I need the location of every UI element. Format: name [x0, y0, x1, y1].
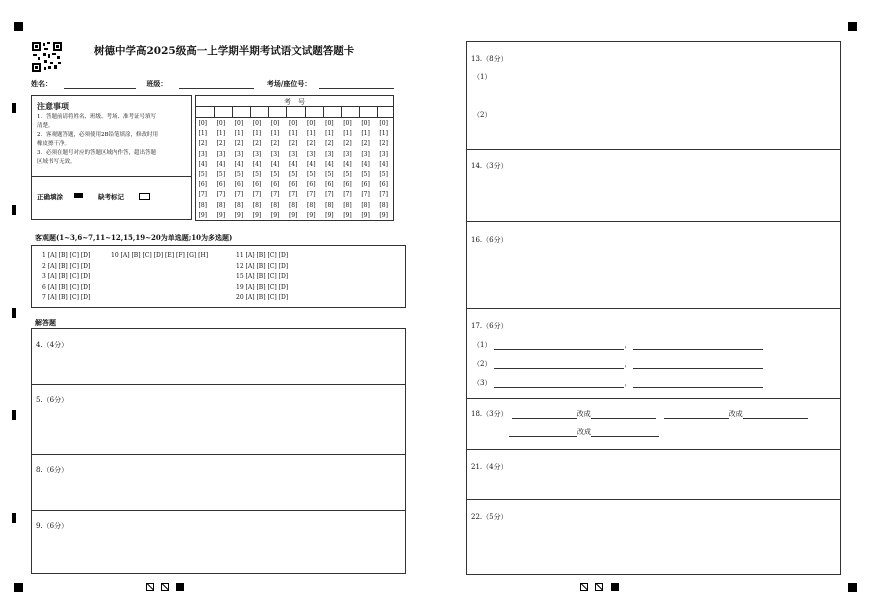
q17-line-3 [473, 378, 763, 388]
blank-field[interactable] [664, 410, 729, 419]
exam-digit-bubble[interactable]: [4] [216, 160, 226, 168]
exam-digit-bubble[interactable]: [1] [198, 130, 207, 138]
absent-mark-checkbox[interactable] [139, 193, 150, 200]
question-label: 9.（6分） [36, 522, 69, 530]
seat-label: 考场/座位号： [266, 79, 312, 88]
exam-digit-bubble[interactable]: [2] [252, 140, 262, 148]
exam-digit-bubble[interactable]: [5] [198, 171, 207, 178]
exam-digit-bubble[interactable]: [0] [216, 120, 226, 127]
exam-digit-bubble[interactable]: [4] [343, 160, 352, 168]
sub-question-label: （2） [473, 360, 492, 368]
notice-box [31, 95, 192, 220]
exam-digit-bubble[interactable]: [0] [270, 120, 280, 127]
objective-column [236, 251, 288, 304]
exam-digit-bubble[interactable]: [9] [325, 211, 334, 219]
question-label: 5.（6分） [36, 396, 69, 404]
exam-digit-bubble[interactable]: [9] [288, 211, 298, 219]
exam-digit-bubble[interactable]: [0] [307, 120, 316, 127]
answer-area-q21[interactable] [466, 449, 841, 500]
exam-digit-bubble[interactable]: [3] [307, 150, 316, 158]
timing-mark [12, 205, 16, 215]
exam-digit-bubble[interactable]: [7] [361, 191, 370, 199]
objective-answer-row[interactable]: 7 [A] [B] [C] [D] [42, 294, 91, 301]
exam-number-digits [196, 120, 395, 220]
exam-digit-bubble[interactable]: [9] [252, 211, 262, 219]
blank-field[interactable] [591, 428, 659, 437]
q17-line-1 [473, 340, 763, 350]
exam-digit-bubble[interactable]: [7] [379, 191, 388, 199]
exam-digit-bubble[interactable]: [7] [325, 191, 334, 199]
exam-digit-bubble[interactable]: [8] [325, 201, 334, 209]
exam-digit-bubble[interactable]: [9] [379, 211, 388, 219]
class-field[interactable] [179, 80, 254, 89]
exam-digit-bubble[interactable]: [6] [325, 181, 334, 189]
objective-column [42, 251, 90, 304]
exam-digit-bubble[interactable]: [7] [252, 191, 262, 199]
blank-field[interactable] [591, 410, 656, 419]
objective-answer-row[interactable]: 1 [A] [B] [C] [D] [42, 252, 91, 259]
exam-digit-bubble[interactable]: [3] [361, 150, 370, 158]
question-label: 21.（4分） [471, 463, 508, 471]
exam-digit-bubble[interactable]: [1] [252, 130, 262, 138]
exam-digit-bubble[interactable]: [6] [198, 181, 207, 189]
blank-field[interactable] [512, 410, 577, 419]
exam-number-column-line [268, 106, 269, 117]
exam-digit-bubble[interactable]: [6] [288, 181, 298, 189]
exam-digit-bubble[interactable]: [2] [288, 140, 298, 148]
name-field[interactable] [64, 80, 136, 89]
answer-area-q14[interactable] [466, 149, 841, 222]
exam-digit-bubble[interactable]: [6] [234, 181, 244, 189]
objective-answer-row[interactable]: 3 [A] [B] [C] [D] [42, 273, 91, 280]
blank-field[interactable] [509, 428, 577, 437]
corner-mark-top-left [14, 22, 23, 31]
blank-field[interactable] [633, 379, 763, 388]
exam-digit-bubble[interactable]: [7] [288, 191, 298, 199]
objective-answer-row[interactable]: 19 [A] [B] [C] [D] [236, 283, 289, 291]
answer-area-q13[interactable] [466, 41, 841, 150]
timing-mark [12, 410, 16, 420]
question-label: 8.（6分） [36, 466, 69, 474]
page-code-box-filled [611, 583, 619, 591]
answer-area-q5[interactable] [31, 384, 406, 455]
exam-digit-bubble[interactable]: [2] [361, 140, 370, 148]
seat-field[interactable] [319, 80, 394, 89]
objective-box [31, 245, 406, 308]
answer-area-q17[interactable] [466, 308, 841, 399]
exam-digit-bubble[interactable]: [9] [343, 211, 352, 219]
exam-digit-bubble[interactable]: [0] [379, 120, 388, 127]
exam-digit-bubble[interactable]: [0] [343, 120, 352, 127]
blank-field[interactable] [494, 341, 624, 350]
exam-digit-bubble[interactable]: [1] [216, 130, 226, 138]
timing-mark [12, 308, 16, 318]
timing-mark [12, 103, 16, 113]
sub-question-label: （2） [473, 111, 492, 119]
exam-digit-bubble[interactable]: [9] [270, 211, 280, 219]
exam-digit-bubble[interactable]: [0] [288, 120, 298, 127]
exam-number-column-line [359, 106, 360, 117]
page-code-box [161, 583, 169, 591]
exam-number-column-line [286, 106, 287, 117]
q17-line-2 [473, 359, 763, 369]
exam-digit-bubble[interactable]: [4] [288, 160, 298, 168]
exam-digit-bubble[interactable]: [7] [343, 191, 352, 199]
question-label: 22.（5分） [471, 513, 508, 521]
exam-digit-bubble[interactable]: [8] [343, 201, 352, 209]
sub-question-label: （1） [473, 73, 492, 81]
exam-digit-bubble[interactable]: [1] [325, 130, 334, 138]
exam-digit-bubble[interactable]: [5] [288, 171, 298, 178]
exam-digit-bubble[interactable]: [7] [270, 191, 280, 199]
question-label: 14.（3分） [471, 162, 508, 170]
name-label: 姓名： [31, 79, 52, 88]
exam-digit-bubble[interactable]: [5] [252, 171, 262, 178]
exam-digit-bubble[interactable]: [8] [252, 201, 262, 209]
exam-digit-bubble[interactable]: [3] [325, 150, 334, 158]
exam-digit-bubble[interactable]: [4] [379, 160, 388, 168]
sub-question-label: （1） [473, 341, 492, 349]
exam-digit-bubble[interactable]: [3] [270, 150, 280, 158]
corner-mark-bottom-left [14, 583, 23, 592]
exam-number-divider [196, 117, 393, 118]
exam-digit-bubble[interactable]: [6] [379, 181, 388, 189]
exam-digit-bubble[interactable]: [8] [379, 201, 388, 209]
exam-digit-bubble[interactable]: [3] [234, 150, 244, 158]
exam-digit-bubble[interactable]: [4] [198, 160, 207, 168]
exam-digit-bubble[interactable]: [4] [307, 160, 316, 168]
exam-digit-bubble[interactable]: [5] [270, 171, 280, 178]
page-code-box [580, 583, 588, 591]
exam-digit-bubble[interactable]: [5] [234, 171, 244, 178]
blank-field[interactable] [633, 360, 763, 369]
question-label: 18.（3分） [471, 410, 508, 418]
exam-number-column-line [214, 106, 215, 117]
exam-digit-bubble[interactable]: [0] [198, 120, 207, 127]
exam-digit-bubble[interactable]: [3] [343, 150, 352, 158]
exam-digit-bubble[interactable]: [7] [307, 191, 316, 199]
correct-fill-sample [74, 193, 83, 198]
change-label: 改成 [577, 428, 591, 436]
objective-answer-row[interactable]: 20 [A] [B] [C] [D] [236, 294, 289, 301]
exam-digit-bubble[interactable]: [6] [252, 181, 262, 189]
exam-digit-bubble[interactable]: [5] [307, 171, 316, 178]
notice-line: 3．必须在题号对应的答题区域内作答，超出答题区域书写无效。 [37, 150, 157, 165]
exam-digit-bubble[interactable]: [9] [307, 211, 316, 219]
correct-fill-label: 正确填涂 [37, 193, 63, 201]
objective-title: 客观题(1~3,6~7,11~12,15,19~20为单选题;10为多选题) [35, 233, 233, 242]
exam-digit-bubble[interactable]: [9] [216, 211, 226, 219]
absent-mark-label: 缺考标记 [98, 193, 124, 201]
exam-digit-bubble[interactable]: [7] [216, 191, 226, 199]
exam-digit-bubble[interactable]: [5] [325, 171, 334, 178]
exam-digit-bubble[interactable]: [2] [325, 140, 334, 148]
exam-digit-bubble[interactable]: [7] [198, 191, 207, 199]
exam-digit-bubble[interactable]: [2] [198, 140, 207, 148]
notice-divider [32, 176, 191, 177]
change-label: 改成 [728, 410, 743, 418]
exam-digit-bubble[interactable]: [6] [343, 181, 352, 189]
exam-digit-bubble[interactable]: [3] [198, 150, 207, 158]
exam-digit-bubble[interactable]: [3] [252, 150, 262, 158]
answer-area-q9[interactable] [31, 510, 406, 574]
exam-number-column-line [305, 106, 306, 117]
blank-field[interactable] [494, 360, 624, 369]
q18-line-2 [509, 427, 659, 437]
exam-digit-bubble[interactable]: [5] [216, 171, 226, 178]
objective-column [111, 251, 208, 262]
objective-answer-row[interactable]: 15 [A] [B] [C] [D] [236, 273, 289, 280]
exam-digit-bubble[interactable]: [2] [216, 140, 226, 148]
blank-field[interactable] [494, 379, 624, 388]
exam-digit-bubble[interactable]: [8] [307, 201, 316, 209]
notice-title: 注意事项 [37, 101, 69, 111]
exam-digit-bubble[interactable]: [9] [234, 211, 244, 219]
q18-line-1 [471, 409, 808, 419]
objective-answer-row[interactable]: 6 [A] [B] [C] [D] [42, 283, 91, 291]
exam-digit-bubble[interactable]: [6] [270, 181, 280, 189]
answer-area-q4[interactable] [31, 328, 406, 385]
comma: ， [624, 360, 632, 368]
exam-digit-bubble[interactable]: [1] [379, 130, 388, 138]
exam-digit-bubble[interactable]: [2] [343, 140, 352, 148]
exam-digit-bubble[interactable]: [4] [252, 160, 262, 168]
exam-digit-bubble[interactable]: [8] [198, 201, 207, 209]
notice-line: 2．客观题答题，必须使用2B铅笔填涂，修改时用橡皮擦干净。 [37, 132, 159, 147]
objective-answer-row[interactable]: 2 [A] [B] [C] [D] [42, 262, 91, 270]
objective-answer-row[interactable]: 11 [A] [B] [C] [D] [236, 252, 289, 259]
exam-number-grid [195, 95, 394, 221]
exam-digit-bubble[interactable]: [2] [379, 140, 388, 148]
exam-digit-bubble[interactable]: [0] [234, 120, 244, 127]
page-code-box [146, 583, 154, 591]
page-code-box [595, 583, 603, 591]
exam-digit-bubble[interactable]: [5] [343, 171, 352, 178]
notice-line: 1．答题前请将姓名、班级、考场、准考证号填写清楚。 [37, 114, 157, 129]
exam-digit-bubble[interactable]: [7] [234, 191, 244, 199]
exam-digit-bubble[interactable]: [4] [234, 160, 244, 168]
question-label: 4.（4分） [36, 341, 69, 349]
exam-digit-bubble[interactable]: [1] [234, 130, 244, 138]
exam-digit-bubble[interactable]: [6] [361, 181, 370, 189]
exam-number-column-line [377, 106, 378, 117]
exam-digit-bubble[interactable]: [8] [288, 201, 298, 209]
page-title: 树德中学高2025级高一上学期半期考试语文试题答题卡 [94, 45, 355, 57]
exam-digit-bubble[interactable]: [8] [216, 201, 226, 209]
student-info-row [31, 79, 394, 89]
exam-digit-bubble[interactable]: [4] [361, 160, 370, 168]
corner-mark-bottom-right [848, 583, 857, 592]
exam-digit-bubble[interactable]: [2] [234, 140, 244, 148]
answer-area-q8[interactable] [31, 454, 406, 511]
comma: ， [624, 379, 632, 387]
exam-digit-bubble[interactable]: [2] [270, 140, 280, 148]
exam-number-column-line [250, 106, 251, 117]
exam-digit-bubble[interactable]: [9] [361, 211, 370, 219]
exam-digit-bubble[interactable]: [5] [379, 171, 388, 178]
exam-digit-bubble[interactable]: [6] [307, 181, 316, 189]
change-label: 改成 [576, 410, 591, 418]
timing-mark [12, 513, 16, 523]
exam-digit-bubble[interactable]: [2] [307, 140, 316, 148]
exam-digit-bubble[interactable]: [8] [234, 201, 244, 209]
class-label: 班级： [146, 79, 168, 88]
qr-code-icon [32, 42, 62, 72]
exam-number-column-line [232, 106, 233, 117]
comma: ， [624, 341, 632, 349]
exam-digit-bubble[interactable]: [0] [361, 120, 370, 127]
exam-number-column-line [323, 106, 324, 117]
question-label: 17.（6分） [471, 322, 508, 330]
objective-answer-row[interactable]: 12 [A] [B] [C] [D] [236, 262, 289, 270]
question-label: 16.（6分） [471, 236, 508, 244]
exam-digit-bubble[interactable]: [1] [361, 130, 370, 138]
answer-area-q18[interactable] [466, 398, 841, 450]
exam-number-label: 考 号 [284, 98, 305, 106]
exam-digit-bubble[interactable]: [0] [252, 120, 262, 127]
exam-digit-bubble[interactable]: [4] [325, 160, 334, 168]
exam-digit-bubble[interactable]: [1] [288, 130, 298, 138]
exam-digit-bubble[interactable]: [6] [216, 181, 226, 189]
corner-mark-top-right [848, 22, 857, 31]
exam-digit-bubble[interactable]: [1] [270, 130, 280, 138]
exam-digit-bubble[interactable]: [5] [361, 171, 370, 178]
objective-answer-row[interactable]: 10 [A] [B] [C] [D] [E] [F] [G] [H] [111, 252, 209, 259]
blank-field[interactable] [633, 341, 763, 350]
answer-area-q16[interactable] [466, 221, 841, 309]
exam-digit-bubble[interactable]: [3] [288, 150, 298, 158]
exam-digit-bubble[interactable]: [3] [216, 150, 226, 158]
sub-question-label: （3） [473, 379, 492, 387]
exam-digit-bubble[interactable]: [4] [270, 160, 280, 168]
blank-field[interactable] [743, 410, 808, 419]
answer-area-q22[interactable] [466, 499, 841, 575]
exam-digit-bubble[interactable]: [1] [307, 130, 316, 138]
exam-number-column-line [341, 106, 342, 117]
exam-digit-bubble[interactable]: [8] [361, 201, 370, 209]
exam-digit-bubble[interactable]: [9] [198, 211, 207, 219]
question-label: 13.（8分） [471, 55, 508, 63]
exam-digit-bubble[interactable]: [3] [379, 150, 388, 158]
page-code-box-filled [176, 583, 184, 591]
exam-digit-bubble[interactable]: [1] [343, 130, 352, 138]
exam-number-divider [196, 106, 393, 107]
exam-digit-bubble[interactable]: [8] [270, 201, 280, 209]
subjective-title: 解答题 [35, 318, 56, 327]
exam-digit-bubble[interactable]: [0] [325, 120, 334, 127]
